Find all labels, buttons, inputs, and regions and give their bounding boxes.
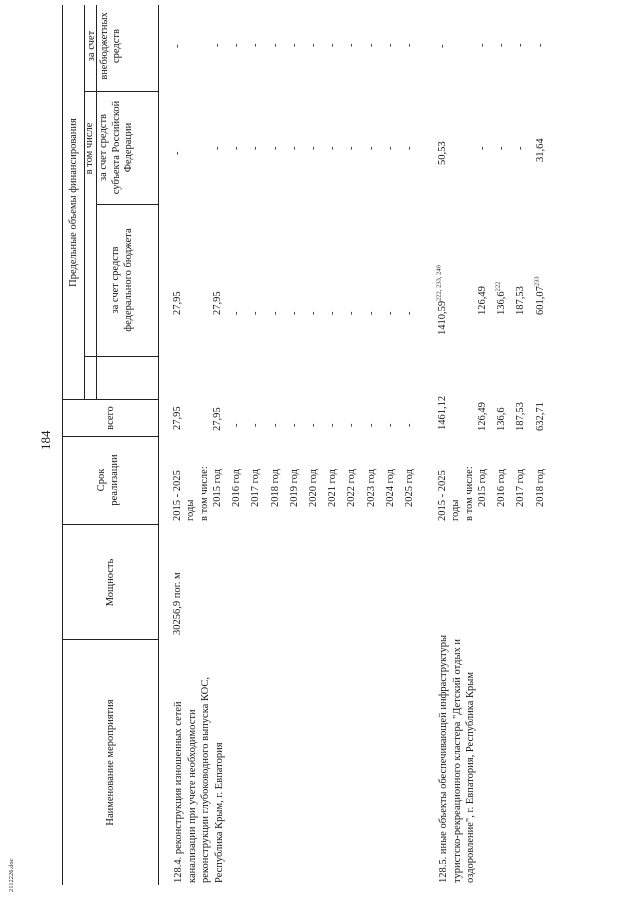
year-row-year (250, 469, 263, 507)
year-row-federal-value: - (231, 311, 243, 315)
row-128-5-federal-value: 1410,59 (437, 300, 448, 335)
col-sep-federal (84, 356, 158, 357)
year-row-total-value: - (384, 423, 396, 427)
year-row-year-value: 2022 год (346, 469, 358, 507)
year-row-total (535, 402, 548, 431)
year-row-regional (496, 147, 509, 151)
year-row-year (231, 469, 244, 507)
year-row-extra (270, 44, 283, 48)
row-128-5-extra: - (437, 44, 448, 48)
year-row-extra-value: - (269, 43, 281, 47)
year-row-year (346, 469, 359, 507)
year-row-year-value: 2025 год (404, 469, 415, 507)
row-128-5-incl: в том числе: (464, 466, 475, 521)
year-row-federal-value: - (384, 311, 396, 315)
year-row-regional-value: - (288, 146, 300, 150)
year-row-extra (250, 44, 263, 48)
year-row-extra-value: - (477, 43, 488, 47)
year-row-year (477, 469, 490, 507)
year-row-federal-value: - (404, 311, 415, 315)
year-row-total-value: - (404, 423, 415, 427)
year-row-year-value: 2015 год (477, 469, 488, 507)
year-row-extra (212, 44, 225, 48)
year-row-federal (289, 312, 302, 316)
year-row-total (404, 424, 417, 428)
year-row-total-value: - (365, 423, 377, 427)
year-row-total-value: - (250, 423, 262, 427)
year-row-regional (289, 147, 302, 151)
year-row-year (212, 469, 225, 507)
year-row-federal (346, 312, 359, 316)
row-128-4-incl: в том числе: (199, 466, 210, 521)
year-row-regional (385, 147, 398, 151)
year-row-total (212, 407, 225, 431)
year-row-total-value: - (269, 423, 281, 427)
year-row-total (327, 424, 340, 428)
row-128-4-regional: - (172, 151, 183, 155)
year-row-regional-value: - (404, 146, 415, 150)
row-128-4-federal: 27,95 (172, 291, 183, 315)
year-row-federal-note: 222 (494, 281, 502, 292)
year-row-total-value: 187,53 (515, 402, 527, 431)
year-row-regional-value: - (515, 146, 527, 150)
year-row-extra-value: - (384, 43, 396, 47)
row-128-5-total: 1461,12 (437, 395, 448, 430)
year-row-federal (270, 312, 283, 316)
year-row-regional (212, 147, 225, 151)
year-row-regional-value: - (365, 146, 377, 150)
col-sep-term (62, 524, 158, 525)
year-row-federal-value: - (288, 311, 300, 315)
header-total: всего (105, 406, 116, 430)
year-row-extra (231, 44, 244, 48)
year-row-year-value: 2015 год (212, 469, 223, 507)
year-row-regional-value: - (269, 146, 281, 150)
year-row-year-value: 2023 год (365, 469, 377, 507)
year-row-extra-value: - (404, 43, 415, 47)
year-row-federal-value: - (365, 311, 377, 315)
year-row-total-value: - (288, 423, 300, 427)
year-row-year (289, 469, 302, 507)
year-row-regional (231, 147, 244, 151)
year-row-federal (308, 312, 321, 316)
page-number: 184 (38, 430, 53, 450)
year-row-regional (404, 147, 417, 151)
header-extra: за счет внебюджетных средств (86, 12, 122, 80)
year-row-regional-value: - (308, 146, 319, 150)
year-row-federal (231, 312, 244, 316)
year-row-extra (327, 44, 340, 48)
year-row-total (515, 402, 528, 431)
year-row-total-value: - (327, 423, 339, 427)
year-row-extra-value: - (308, 43, 319, 47)
year-row-regional (270, 147, 283, 151)
year-row-total-value: 632,71 (534, 402, 546, 431)
row-128-5-federal-note: 222, 233, 240 (435, 265, 443, 301)
year-row-federal-value: 27,95 (212, 291, 223, 315)
year-row-federal (366, 312, 379, 316)
year-row-year-value: 2017 год (250, 469, 262, 507)
year-row-federal-value: - (269, 311, 281, 315)
year-row-extra-value: - (365, 43, 377, 47)
year-row-year (327, 469, 340, 507)
col-sep-funding (62, 399, 158, 400)
header-funding: Предельные объемы финансирования (68, 118, 79, 287)
year-row-extra-value: - (496, 43, 508, 47)
year-row-total (231, 424, 244, 428)
year-row-regional-value: - (477, 146, 488, 150)
year-row-extra-value: - (515, 43, 527, 47)
document-code: 2112226.doc (8, 858, 15, 892)
year-row-year (496, 469, 509, 507)
year-row-extra (289, 44, 302, 48)
year-row-total (385, 424, 398, 428)
header-bottom-border (158, 5, 159, 885)
header-capacity: Мощность (105, 558, 116, 607)
year-row-total (250, 424, 263, 428)
year-row-federal-value: - (346, 311, 358, 315)
year-row-federal (250, 312, 263, 316)
year-row-year-value: 2016 год (231, 469, 243, 507)
year-row-extra (515, 44, 528, 48)
year-row-federal-value: 187,53 (515, 286, 527, 315)
year-row-extra (535, 44, 548, 48)
year-row-regional-value: - (384, 146, 396, 150)
year-row-year-value: 2018 год (534, 469, 546, 507)
year-row-regional-value: 31,64 (534, 138, 546, 162)
year-row-regional-value: - (212, 146, 223, 150)
year-row-year-value: 2020 год (308, 469, 319, 507)
year-row-federal (327, 312, 340, 316)
year-row-federal-value: - (308, 311, 319, 315)
year-row-total (308, 424, 321, 428)
year-row-federal-value: 126,49 (477, 286, 488, 315)
year-row-federal (535, 276, 548, 315)
year-row-total-value: 27,95 (212, 407, 223, 431)
year-row-federal (477, 286, 490, 315)
year-row-extra (496, 44, 509, 48)
year-row-extra (404, 44, 417, 48)
col-sep-total (62, 436, 158, 437)
header-incl: в том числе (84, 122, 95, 175)
year-row-extra-value: - (346, 43, 358, 47)
year-row-year (308, 469, 321, 507)
year-row-extra (366, 44, 379, 48)
year-row-total-value: - (308, 423, 319, 427)
row-128-4-extra: - (172, 44, 183, 48)
year-row-regional (327, 147, 340, 151)
table-top-border (62, 5, 63, 885)
year-row-regional-value: - (327, 146, 339, 150)
year-row-year (404, 469, 417, 507)
year-row-federal-note: 233 (533, 276, 541, 287)
year-row-total-value: 126,49 (477, 402, 488, 431)
year-row-total (477, 402, 490, 431)
year-row-extra-value: - (231, 43, 243, 47)
year-row-regional (515, 147, 528, 151)
header-regional: за счет средств субъекта Российской Федерации (98, 100, 134, 195)
year-row-year-value: 2018 год (269, 469, 281, 507)
year-row-extra-value: - (327, 43, 339, 47)
year-row-total (496, 407, 509, 431)
year-row-total-value: - (231, 423, 243, 427)
year-row-federal-value: - (250, 311, 262, 315)
header-name: Наименование мероприятия (105, 699, 116, 826)
year-row-federal-value: - (327, 311, 339, 315)
year-row-total-value: 136,6 (496, 407, 508, 431)
year-row-federal-value: 601,07 (534, 286, 546, 315)
year-row-extra (385, 44, 398, 48)
year-row-extra-value: - (212, 43, 223, 47)
year-row-extra-value: - (250, 43, 262, 47)
year-row-regional (250, 147, 263, 151)
year-row-federal-value: 136,6 (496, 291, 508, 315)
year-row-federal (515, 286, 528, 315)
year-row-year (515, 469, 528, 507)
year-row-year (366, 469, 379, 507)
row-128-5-period: 2015 - 2025 годы (437, 470, 461, 521)
header-term: Срок реализации (96, 454, 120, 506)
year-row-regional-value: - (346, 146, 358, 150)
year-row-regional (366, 147, 379, 151)
year-row-regional (477, 147, 490, 151)
row-128-4-name: 128.4. реконструкция изношенных сетей канализации при учете необходимости реконструкции глубоководного выпуска КОС, Республика Крым, г. Евпатория (173, 676, 225, 883)
header-federal: за счет средств федерального бюджета (110, 228, 134, 332)
year-row-extra (477, 44, 490, 48)
year-row-federal (212, 291, 225, 315)
year-row-year-value: 2019 год (288, 469, 300, 507)
row-128-4-capacity: 30256,9 пог. м (172, 572, 183, 635)
year-row-total (289, 424, 302, 428)
year-row-regional-value: - (496, 146, 508, 150)
year-row-federal (404, 312, 417, 316)
row-128-4-total: 27,95 (172, 406, 183, 430)
year-row-regional (308, 147, 321, 151)
year-row-extra-value: - (288, 43, 300, 47)
col-sep-capacity (62, 639, 158, 640)
year-row-federal (496, 282, 509, 315)
year-row-year-value: 2016 год (496, 469, 508, 507)
row-128-5-name: 128.5. иные объекты обеспечивающей инфраструктуры туристско-рекреационного кластера "Детский отдых и оздоровление", г. Евпатория, Республика Крым (438, 634, 476, 883)
year-row-regional (535, 138, 548, 162)
year-row-year-value: 2021 год (327, 469, 339, 507)
year-row-extra-value: - (534, 43, 546, 47)
year-row-regional-value: - (250, 146, 262, 150)
year-row-extra (346, 44, 359, 48)
year-row-year-value: 2024 год (384, 469, 396, 507)
year-row-year-value: 2017 год (515, 469, 527, 507)
year-row-federal (385, 312, 398, 316)
year-row-total-value: - (346, 423, 358, 427)
year-row-extra (308, 44, 321, 48)
row-128-5-federal (437, 265, 450, 335)
col-sep-regional (96, 204, 158, 205)
year-row-regional (346, 147, 359, 151)
year-row-total (366, 424, 379, 428)
year-row-regional-value: - (231, 146, 243, 150)
row-128-4-period: 2015 - 2025 годы (172, 470, 196, 521)
year-row-year (535, 469, 548, 507)
year-row-total (270, 424, 283, 428)
year-row-year (385, 469, 398, 507)
row-128-5-regional: 50,53 (437, 141, 448, 165)
year-row-total (346, 424, 359, 428)
year-row-year (270, 469, 283, 507)
